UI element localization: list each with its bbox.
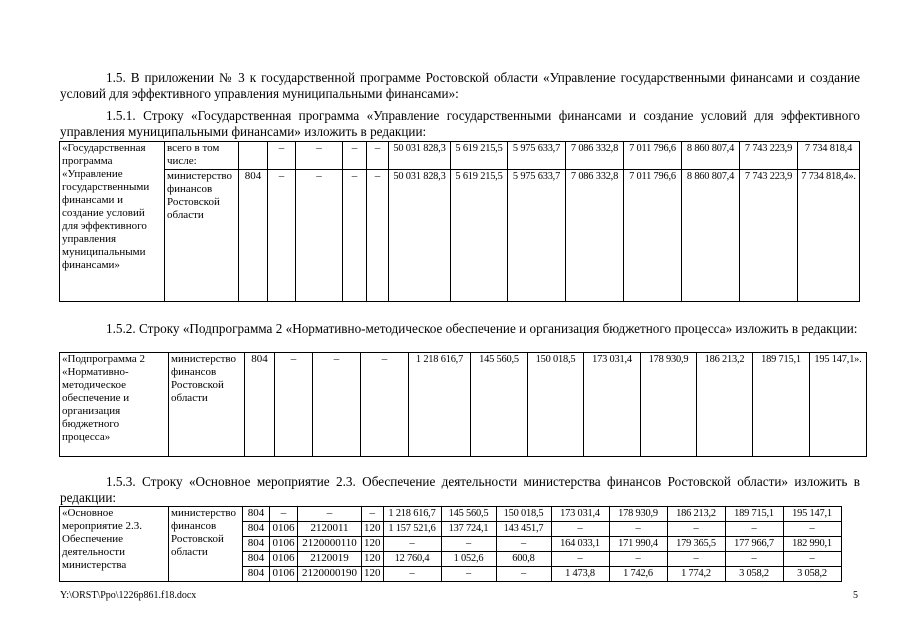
- rz-cell: –: [268, 142, 296, 170]
- value-cell: –: [551, 552, 609, 567]
- paragraph-1-5-1: [60, 108, 860, 139]
- value-cell: 5 975 633,7: [508, 170, 566, 302]
- value-cell: 7 743 223,9: [740, 170, 798, 302]
- vr-cell: 120: [362, 522, 384, 537]
- grbs-cell: 804: [243, 537, 270, 552]
- grbs-cell: 804: [243, 522, 270, 537]
- paragraph-1-5-3-text: 1.5.3. Строку «Основное мероприятие 2.3. Обеспечение деятельности министерства финансов Ростовской области» изложить в редакции:: [60, 474, 860, 505]
- value-cell: 5 975 633,7: [508, 142, 566, 170]
- value-cell: –: [441, 537, 496, 552]
- rz-cell: 0106: [270, 552, 298, 567]
- csr-cell: 2120000190: [298, 567, 362, 582]
- footer-file-path: Y:\ORST\Ppo\1226p861.f18.docx: [60, 590, 197, 601]
- executor-cell: министерство финансов Ростовской области: [169, 507, 243, 582]
- vr-cell: –: [343, 170, 367, 302]
- vr-cell: –: [362, 507, 384, 522]
- table-main-event-2-3: [59, 506, 842, 582]
- vr-cell: 120: [362, 567, 384, 582]
- value-cell: 189 715,1: [753, 353, 810, 457]
- value-cell: 5 619 215,5: [451, 142, 508, 170]
- value-cell: 600,8: [496, 552, 551, 567]
- rz-cell: –: [275, 353, 313, 457]
- value-cell: 195 147,1: [783, 507, 841, 522]
- value-cell: 7 086 332,8: [566, 142, 624, 170]
- value-cell: 7 734 818,4: [798, 142, 860, 170]
- csr-cell: 2120011: [298, 522, 362, 537]
- value-cell: 7 734 818,4».: [798, 170, 860, 302]
- value-cell: –: [725, 552, 783, 567]
- value-cell: –: [496, 567, 551, 582]
- value-cell: –: [441, 567, 496, 582]
- value-cell: 7 086 332,8: [566, 170, 624, 302]
- value-cell: 173 031,4: [551, 507, 609, 522]
- rz-cell: –: [270, 507, 298, 522]
- rz-cell: 0106: [270, 522, 298, 537]
- value-cell: –: [667, 552, 725, 567]
- value-cell: 189 715,1: [725, 507, 783, 522]
- value-cell: 3 058,2: [725, 567, 783, 582]
- value-cell: 145 560,5: [441, 507, 496, 522]
- subprogram-name-cell: «Подпрограмма 2 «Нормативно-методическое обеспечение и организация бюджетного процесса»: [60, 353, 169, 457]
- value-cell: 195 147,1».: [810, 353, 867, 457]
- value-cell: 1 157 521,6: [383, 522, 441, 537]
- vr-cell: –: [343, 142, 367, 170]
- value-cell: –: [783, 522, 841, 537]
- value-cell: 1 742,6: [609, 567, 667, 582]
- grbs-cell: 804: [243, 552, 270, 567]
- value-cell: 150 018,5: [528, 353, 584, 457]
- value-cell: 1 774,2: [667, 567, 725, 582]
- csr-cell: –: [296, 142, 343, 170]
- blank-cell: –: [367, 142, 389, 170]
- value-cell: 50 031 828,3: [389, 142, 451, 170]
- table-subprogram-2: [59, 352, 867, 457]
- value-cell: 179 365,5: [667, 537, 725, 552]
- value-cell: 137 724,1: [441, 522, 496, 537]
- paragraph-1-5-3: [60, 474, 860, 505]
- executor-cell: министерство финансов Ростовской области: [169, 353, 245, 457]
- grbs-cell: 804: [239, 170, 268, 302]
- value-cell: 171 990,4: [609, 537, 667, 552]
- value-cell: 7 743 223,9: [740, 142, 798, 170]
- value-cell: 1 218 616,7: [383, 507, 441, 522]
- csr-cell: 2120019: [298, 552, 362, 567]
- value-cell: 178 930,9: [641, 353, 697, 457]
- value-cell: 186 213,2: [667, 507, 725, 522]
- table-row: [60, 170, 860, 302]
- paragraph-1-5-2-text: 1.5.2. Строку «Подпрограмма 2 «Нормативно-методическое обеспечение и организация бюджетного процесса» изложить в редакции:: [106, 321, 858, 336]
- table-state-program: [59, 141, 860, 302]
- value-cell: 12 760,4: [383, 552, 441, 567]
- value-cell: 164 033,1: [551, 537, 609, 552]
- paragraph-1-5: [60, 70, 860, 101]
- value-cell: –: [667, 522, 725, 537]
- grbs-cell: [239, 142, 268, 170]
- executor-cell: всего в том числе:: [165, 142, 239, 170]
- value-cell: –: [383, 567, 441, 582]
- vr-cell: 120: [362, 537, 384, 552]
- table-row: [60, 142, 860, 170]
- grbs-cell: 804: [243, 567, 270, 582]
- value-cell: –: [609, 522, 667, 537]
- footer-page-number: 5: [853, 590, 858, 601]
- value-cell: 177 966,7: [725, 537, 783, 552]
- paragraph-1-5-text: 1.5. В приложении № 3 к государственной программе Ростовской области «Управление государственными финансами и создание условий для эффективного управления муниципальными финансами»:: [60, 70, 860, 101]
- value-cell: 1 473,8: [551, 567, 609, 582]
- value-cell: 178 930,9: [609, 507, 667, 522]
- value-cell: –: [496, 537, 551, 552]
- main-event-name-cell: «Основное мероприятие 2.3. Обеспечение деятельности министерства: [60, 507, 169, 582]
- table-row: [60, 507, 842, 522]
- grbs-cell: 804: [243, 507, 270, 522]
- value-cell: –: [551, 522, 609, 537]
- value-cell: 8 860 807,4: [682, 170, 740, 302]
- value-cell: 1 052,6: [441, 552, 496, 567]
- paragraph-1-5-2: [60, 321, 860, 337]
- value-cell: –: [725, 522, 783, 537]
- value-cell: 50 031 828,3: [389, 170, 451, 302]
- value-cell: –: [383, 537, 441, 552]
- value-cell: 7 011 796,6: [624, 170, 682, 302]
- vr-cell: –: [361, 353, 409, 457]
- grbs-cell: 804: [245, 353, 275, 457]
- rz-cell: –: [268, 170, 296, 302]
- value-cell: 143 451,7: [496, 522, 551, 537]
- value-cell: 173 031,4: [584, 353, 641, 457]
- csr-cell: –: [313, 353, 361, 457]
- value-cell: 7 011 796,6: [624, 142, 682, 170]
- csr-cell: –: [296, 170, 343, 302]
- executor-cell: министерство финансов Ростовской области: [165, 170, 239, 302]
- paragraph-1-5-1-text: 1.5.1. Строку «Государственная программа «Управление государственными финансами и создание условий для эффективного управления муниципальными финансами» изложить в редакции:: [60, 108, 860, 139]
- csr-cell: 2120000110: [298, 537, 362, 552]
- rz-cell: 0106: [270, 567, 298, 582]
- csr-cell: –: [298, 507, 362, 522]
- value-cell: 3 058,2: [783, 567, 841, 582]
- vr-cell: 120: [362, 552, 384, 567]
- value-cell: –: [609, 552, 667, 567]
- value-cell: 5 619 215,5: [451, 170, 508, 302]
- value-cell: –: [783, 552, 841, 567]
- rz-cell: 0106: [270, 537, 298, 552]
- table-row: [60, 353, 867, 457]
- program-name-cell: «Государственная программа «Управление государственными финансами и создание условий для эффективного управления муниципальными финансами»: [60, 142, 165, 302]
- value-cell: 145 560,5: [471, 353, 528, 457]
- value-cell: 8 860 807,4: [682, 142, 740, 170]
- value-cell: 150 018,5: [496, 507, 551, 522]
- value-cell: 186 213,2: [697, 353, 753, 457]
- value-cell: 1 218 616,7: [409, 353, 471, 457]
- blank-cell: –: [367, 170, 389, 302]
- value-cell: 182 990,1: [783, 537, 841, 552]
